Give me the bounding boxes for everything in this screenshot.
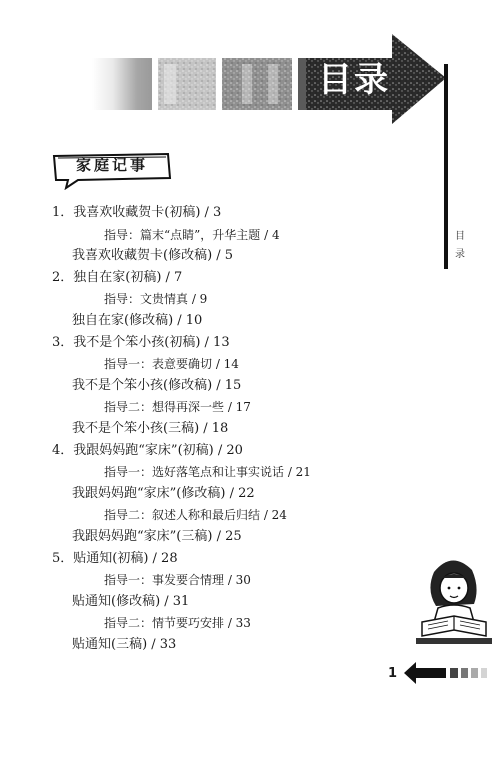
toc-revision: 独自在家(修改稿) / 10 [72,313,203,328]
toc-guidance: 指导：文贵情真 / 9 [104,292,208,307]
toc-revision: 我不是个笨小孩(三稿) / 18 [72,421,229,436]
toc-revision: 我喜欢收藏贺卡(修改稿) / 5 [72,248,234,264]
side-label-char: 目 [455,231,465,242]
toc-revision: 我跟妈妈跑“家床”(三稿) / 25 [72,529,242,544]
reading-child-illustration [412,552,496,648]
toc-guidance: 指导一：选好落笔点和让事实说话 / 21 [104,465,311,480]
side-label-char: 录 [455,249,465,260]
margin-rule [444,64,448,269]
footer-arrow-icon [402,660,490,686]
toc-guidance: 指导：篇末“点睛”，升华主题 / 4 [104,227,280,242]
toc-guidance: 指导一：表意要确切 / 14 [104,357,239,372]
toc-guidance: 指导二：叙述人称和最后归结 / 24 [104,508,287,523]
toc-guidance: 指导二：想得再深一些 / 17 [104,400,251,415]
toc-revision: 贴通知(三稿) / 33 [72,637,177,652]
header-arrow-banner [92,28,484,128]
page-number: 1 [388,666,398,681]
toc-guidance: 指导二：情节要巧安排 / 33 [104,616,251,631]
toc-revision: 我跟妈妈跑“家床”(修改稿) / 22 [72,485,255,501]
toc-revision: 贴通知(修改稿) / 31 [72,593,190,609]
side-label [452,228,468,264]
toc-chapter: 1．我喜欢收藏贺卡(初稿) / 3 [52,205,222,220]
toc-chapter: 5．贴通知(初稿) / 28 [52,550,178,566]
toc-chapter: 2．独自在家(初稿) / 7 [52,269,183,285]
page-title: 目录 [318,60,390,100]
toc-revision: 我不是个笨小孩(修改稿) / 15 [72,377,242,393]
section-title: 家庭记事 [75,156,148,174]
toc-guidance: 指导一：事发要合情理 / 30 [104,573,251,588]
toc-chapter: 4．我跟妈妈跑“家床”(初稿) / 20 [52,442,243,458]
toc-chapter: 3．我不是个笨小孩(初稿) / 13 [52,334,230,350]
